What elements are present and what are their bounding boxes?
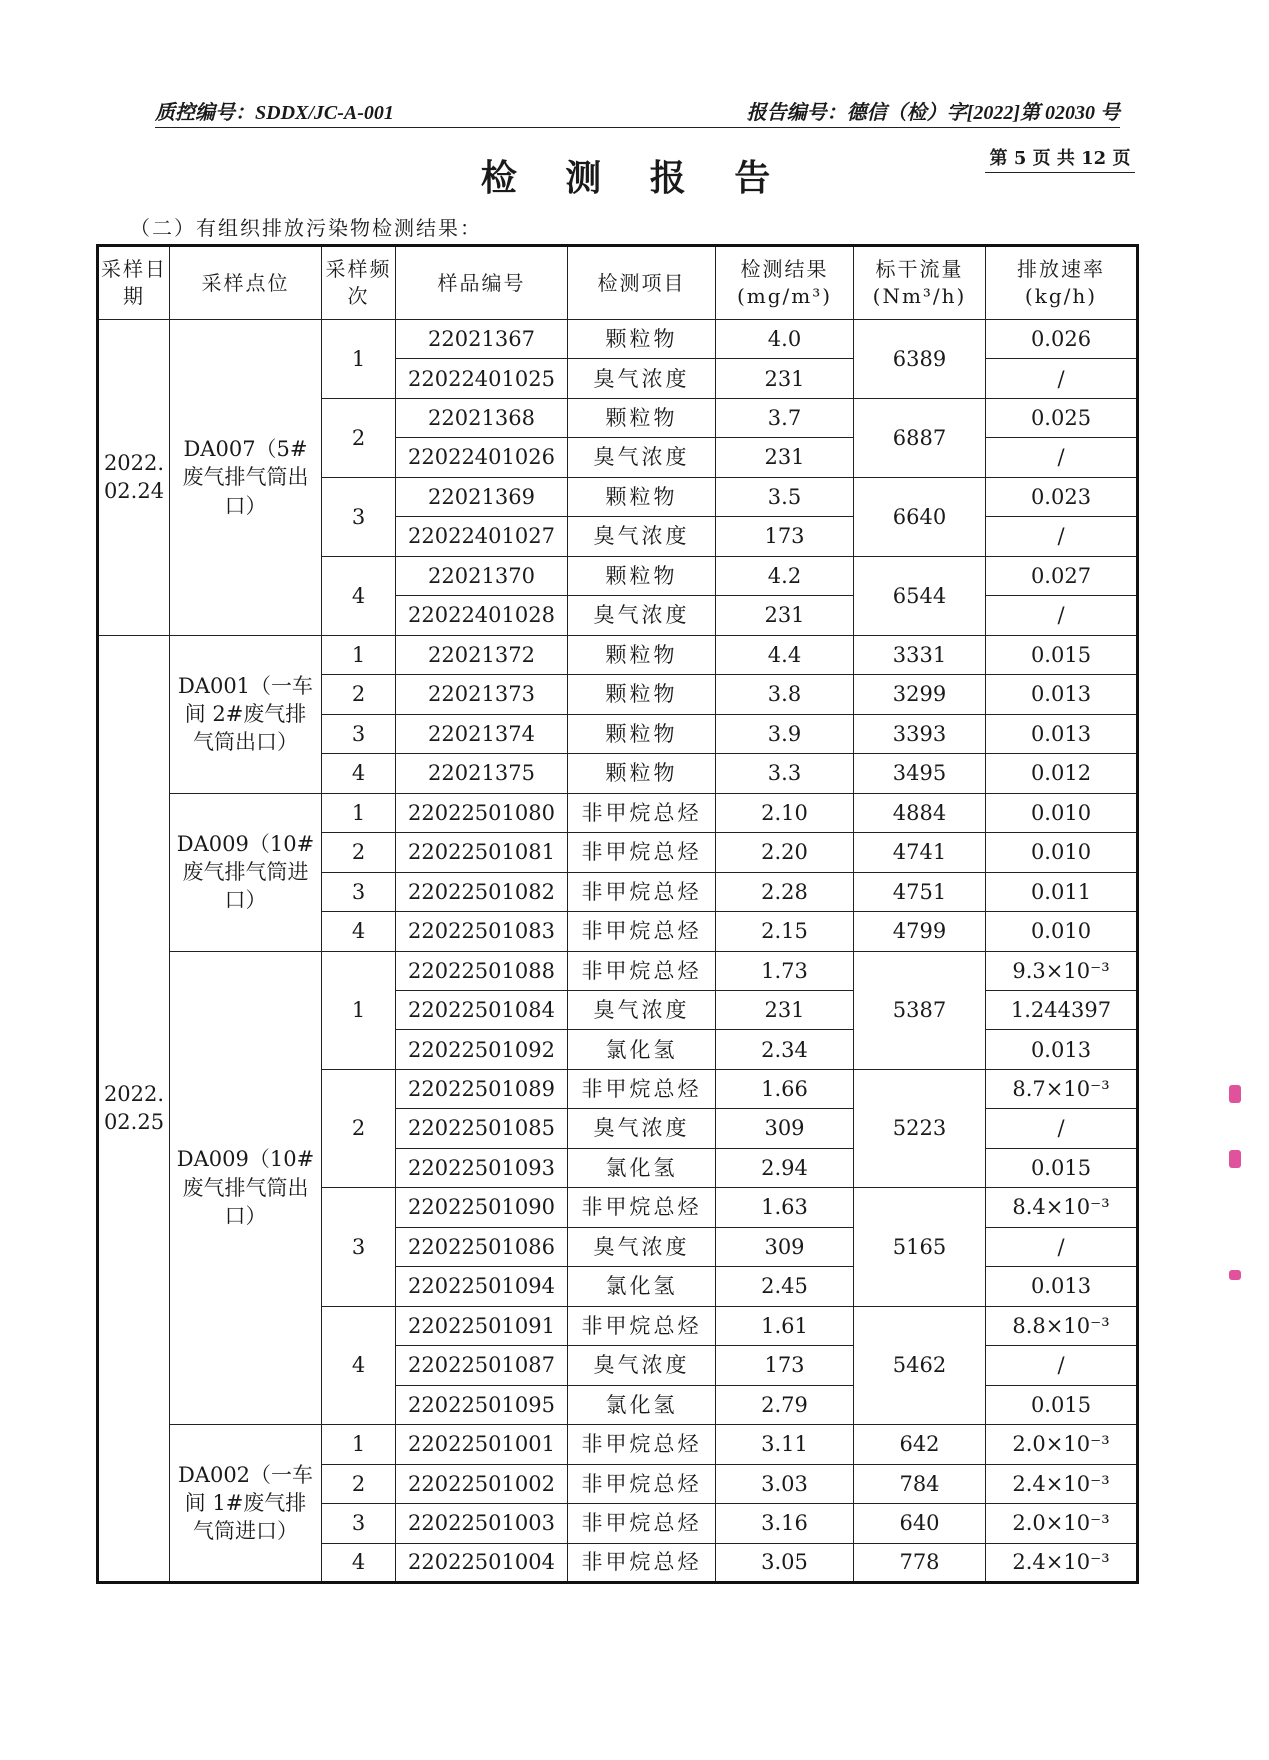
sampling-frequency: 2 (322, 675, 396, 714)
sample-id: 22022501086 (396, 1227, 568, 1266)
sample-id: 22021369 (396, 477, 568, 516)
test-result: 3.03 (716, 1464, 854, 1503)
emission-rate: / (986, 596, 1138, 635)
test-item: 臭气浓度 (568, 1109, 716, 1148)
table-row (98, 793, 1138, 832)
test-result: 3.7 (716, 398, 854, 437)
sample-id: 22022401028 (396, 596, 568, 635)
test-item: 非甲烷总烃 (568, 1543, 716, 1582)
test-result: 3.8 (716, 675, 854, 714)
standard-flow: 6544 (854, 556, 986, 635)
sampling-frequency: 3 (322, 1504, 396, 1543)
test-result: 2.45 (716, 1267, 854, 1306)
sample-id: 22022501080 (396, 793, 568, 832)
emission-rate: 0.023 (986, 477, 1138, 516)
sampling-frequency: 3 (322, 714, 396, 753)
sampling-frequency: 1 (322, 1425, 396, 1464)
table-row (98, 320, 1138, 359)
standard-flow: 6887 (854, 398, 986, 477)
section-title: （二）有组织排放污染物检测结果： (130, 216, 482, 240)
test-result: 4.0 (716, 320, 854, 359)
standard-flow: 5223 (854, 1069, 986, 1187)
table-header-row (98, 246, 1138, 320)
standard-flow: 3331 (854, 635, 986, 674)
test-item: 臭气浓度 (568, 359, 716, 398)
standard-flow: 3393 (854, 714, 986, 753)
test-item: 颗粒物 (568, 754, 716, 793)
col-item-header: 检测项目 (568, 246, 716, 320)
sample-id: 22022501090 (396, 1188, 568, 1227)
sampling-frequency: 2 (322, 398, 396, 477)
emission-rate: 9.3×10⁻³ (986, 951, 1138, 990)
test-item: 非甲烷总烃 (568, 1188, 716, 1227)
emission-rate: 0.010 (986, 833, 1138, 872)
sample-id: 22021368 (396, 398, 568, 437)
sampling-frequency: 3 (322, 1188, 396, 1306)
sample-id: 22022501092 (396, 1030, 568, 1069)
emission-rate: 8.8×10⁻³ (986, 1306, 1138, 1345)
standard-flow: 5387 (854, 951, 986, 1069)
sampling-location: DA009（10#废气排气筒出口） (170, 951, 322, 1425)
sample-id: 22021372 (396, 635, 568, 674)
sample-id: 22022501089 (396, 1069, 568, 1108)
test-item: 颗粒物 (568, 320, 716, 359)
test-result: 173 (716, 517, 854, 556)
test-result: 231 (716, 438, 854, 477)
sampling-frequency: 3 (322, 477, 396, 556)
test-item: 臭气浓度 (568, 1227, 716, 1266)
test-result: 3.05 (716, 1543, 854, 1582)
sample-id: 22022501085 (396, 1109, 568, 1148)
stamp-fragment (1229, 1085, 1241, 1103)
standard-flow: 3299 (854, 675, 986, 714)
test-item: 臭气浓度 (568, 1346, 716, 1385)
standard-flow: 642 (854, 1425, 986, 1464)
test-item: 氯化氢 (568, 1385, 716, 1424)
test-result: 309 (716, 1227, 854, 1266)
test-result: 1.61 (716, 1306, 854, 1345)
sample-id: 22022501001 (396, 1425, 568, 1464)
qc-number: 质控编号：SDDX/JC-A-001 (155, 102, 394, 124)
sampling-frequency: 4 (322, 912, 396, 951)
emission-rate: / (986, 1227, 1138, 1266)
standard-flow: 5165 (854, 1188, 986, 1306)
stamp-fragment (1229, 1150, 1241, 1168)
emission-rate: / (986, 438, 1138, 477)
results-table (96, 244, 1139, 1584)
test-item: 臭气浓度 (568, 990, 716, 1029)
test-result: 2.94 (716, 1148, 854, 1187)
col-rate-header (986, 246, 1138, 320)
document-header (155, 96, 1120, 128)
col-flow-unit: (Nm³/h) (872, 284, 967, 308)
emission-rate: 0.010 (986, 793, 1138, 832)
sampling-frequency: 1 (322, 951, 396, 1069)
test-item: 颗粒物 (568, 635, 716, 674)
standard-flow: 3495 (854, 754, 986, 793)
sample-id: 22021367 (396, 320, 568, 359)
sample-id: 22022501081 (396, 833, 568, 872)
emission-rate: 8.4×10⁻³ (986, 1188, 1138, 1227)
table-row (98, 951, 1138, 990)
test-result: 231 (716, 359, 854, 398)
sample-id: 22022501084 (396, 990, 568, 1029)
emission-rate: 2.4×10⁻³ (986, 1543, 1138, 1582)
test-result: 2.10 (716, 793, 854, 832)
sampling-location: DA002（一车间 1#废气排气筒进口） (170, 1425, 322, 1583)
sample-id: 22022501087 (396, 1346, 568, 1385)
emission-rate: 0.027 (986, 556, 1138, 595)
sampling-frequency: 4 (322, 556, 396, 635)
sampling-frequency: 3 (322, 872, 396, 911)
emission-rate: 0.026 (986, 320, 1138, 359)
sample-id: 22022501002 (396, 1464, 568, 1503)
sample-id: 22022501095 (396, 1385, 568, 1424)
test-item: 臭气浓度 (568, 517, 716, 556)
emission-rate: / (986, 1109, 1138, 1148)
emission-rate: 2.0×10⁻³ (986, 1504, 1138, 1543)
col-sample-id-header: 样品编号 (396, 246, 568, 320)
sample-id: 22022501082 (396, 872, 568, 911)
table-row (98, 1425, 1138, 1464)
table-body (98, 320, 1138, 1583)
emission-rate: 0.013 (986, 675, 1138, 714)
standard-flow: 4884 (854, 793, 986, 832)
report-number: 报告编号：德信（检）字[2022]第 02030 号 (746, 102, 1120, 124)
test-item: 颗粒物 (568, 556, 716, 595)
sampling-date: 2022. 02.24 (98, 320, 170, 636)
col-result-label: 检测结果 (740, 257, 829, 281)
test-result: 1.66 (716, 1069, 854, 1108)
sample-id: 22021375 (396, 754, 568, 793)
test-item: 颗粒物 (568, 398, 716, 437)
col-result-header (716, 246, 854, 320)
col-result-unit: (mg/m³) (736, 284, 833, 308)
sampling-date: 2022. 02.25 (98, 635, 170, 1582)
sample-id: 22022501094 (396, 1267, 568, 1306)
sampling-frequency: 2 (322, 833, 396, 872)
page-title: 检 测 报 告 (480, 157, 789, 199)
test-item: 非甲烷总烃 (568, 1504, 716, 1543)
emission-rate: 1.244397 (986, 990, 1138, 1029)
test-item: 氯化氢 (568, 1030, 716, 1069)
standard-flow: 5462 (854, 1306, 986, 1424)
stamp-fragment (1229, 1270, 1241, 1280)
sampling-frequency: 4 (322, 1306, 396, 1424)
emission-rate: 8.7×10⁻³ (986, 1069, 1138, 1108)
emission-rate: 0.012 (986, 754, 1138, 793)
emission-rate: 0.015 (986, 1385, 1138, 1424)
sampling-frequency: 4 (322, 1543, 396, 1582)
test-item: 臭气浓度 (568, 438, 716, 477)
test-result: 173 (716, 1346, 854, 1385)
test-item: 氯化氢 (568, 1148, 716, 1187)
test-result: 309 (716, 1109, 854, 1148)
standard-flow: 784 (854, 1464, 986, 1503)
test-result: 2.34 (716, 1030, 854, 1069)
table-row (98, 635, 1138, 674)
standard-flow: 6640 (854, 477, 986, 556)
sampling-frequency: 2 (322, 1464, 396, 1503)
emission-rate: 0.025 (986, 398, 1138, 437)
test-result: 3.9 (716, 714, 854, 753)
test-item: 非甲烷总烃 (568, 833, 716, 872)
col-date-header: 采样日期 (98, 246, 170, 320)
test-item: 氯化氢 (568, 1267, 716, 1306)
test-result: 2.15 (716, 912, 854, 951)
emission-rate: / (986, 1346, 1138, 1385)
test-item: 非甲烷总烃 (568, 1464, 716, 1503)
sample-id: 22022401026 (396, 438, 568, 477)
page-number: 第 5 页 共 12 页 (985, 144, 1135, 173)
standard-flow: 4751 (854, 872, 986, 911)
sample-id: 22022501088 (396, 951, 568, 990)
emission-rate: 2.4×10⁻³ (986, 1464, 1138, 1503)
col-location-header: 采样点位 (170, 246, 322, 320)
test-item: 非甲烷总烃 (568, 1069, 716, 1108)
sample-id: 22022401027 (396, 517, 568, 556)
emission-rate: 2.0×10⁻³ (986, 1425, 1138, 1464)
sampling-frequency: 2 (322, 1069, 396, 1187)
sampling-frequency: 1 (322, 635, 396, 674)
emission-rate: 0.015 (986, 635, 1138, 674)
test-item: 颗粒物 (568, 675, 716, 714)
sampling-location: DA009（10#废气排气筒进口） (170, 793, 322, 951)
test-result: 3.5 (716, 477, 854, 516)
emission-rate: / (986, 359, 1138, 398)
test-item: 非甲烷总烃 (568, 912, 716, 951)
emission-rate: / (986, 517, 1138, 556)
test-item: 非甲烷总烃 (568, 872, 716, 911)
test-item: 非甲烷总烃 (568, 1306, 716, 1345)
sample-id: 22022501083 (396, 912, 568, 951)
sample-id: 22022501093 (396, 1148, 568, 1187)
test-item: 非甲烷总烃 (568, 1425, 716, 1464)
sample-id: 22022501003 (396, 1504, 568, 1543)
test-result: 231 (716, 990, 854, 1029)
emission-rate: 0.011 (986, 872, 1138, 911)
sample-id: 22022401025 (396, 359, 568, 398)
test-result: 3.11 (716, 1425, 854, 1464)
col-rate-label: 排放速率 (1017, 257, 1105, 281)
test-result: 4.4 (716, 635, 854, 674)
standard-flow: 4799 (854, 912, 986, 951)
test-item: 颗粒物 (568, 714, 716, 753)
test-item: 非甲烷总烃 (568, 793, 716, 832)
test-result: 231 (716, 596, 854, 635)
emission-rate: 0.013 (986, 1267, 1138, 1306)
test-result: 3.16 (716, 1504, 854, 1543)
col-flow-header (854, 246, 986, 320)
sampling-location: DA001（一车间 2#废气排气筒出口） (170, 635, 322, 793)
standard-flow: 4741 (854, 833, 986, 872)
test-item: 非甲烷总烃 (568, 951, 716, 990)
sampling-frequency: 1 (322, 320, 396, 399)
emission-rate: 0.013 (986, 714, 1138, 753)
sampling-location: DA007（5#废气排气筒出口） (170, 320, 322, 636)
test-result: 1.63 (716, 1188, 854, 1227)
test-result: 2.28 (716, 872, 854, 911)
sample-id: 22022501004 (396, 1543, 568, 1582)
test-item: 颗粒物 (568, 477, 716, 516)
standard-flow: 640 (854, 1504, 986, 1543)
sample-id: 22021370 (396, 556, 568, 595)
sampling-frequency: 4 (322, 754, 396, 793)
col-rate-unit: (kg/h) (1024, 284, 1098, 308)
sample-id: 22021374 (396, 714, 568, 753)
col-flow-label: 标干流量 (875, 257, 964, 281)
test-result: 3.3 (716, 754, 854, 793)
test-result: 2.20 (716, 833, 854, 872)
test-item: 臭气浓度 (568, 596, 716, 635)
test-result: 4.2 (716, 556, 854, 595)
emission-rate: 0.010 (986, 912, 1138, 951)
sample-id: 22022501091 (396, 1306, 568, 1345)
emission-rate: 0.015 (986, 1148, 1138, 1187)
col-frequency-header: 采样频次 (322, 246, 396, 320)
sampling-frequency: 1 (322, 793, 396, 832)
emission-rate: 0.013 (986, 1030, 1138, 1069)
sample-id: 22021373 (396, 675, 568, 714)
test-result: 2.79 (716, 1385, 854, 1424)
standard-flow: 6389 (854, 320, 986, 399)
standard-flow: 778 (854, 1543, 986, 1582)
test-result: 1.73 (716, 951, 854, 990)
